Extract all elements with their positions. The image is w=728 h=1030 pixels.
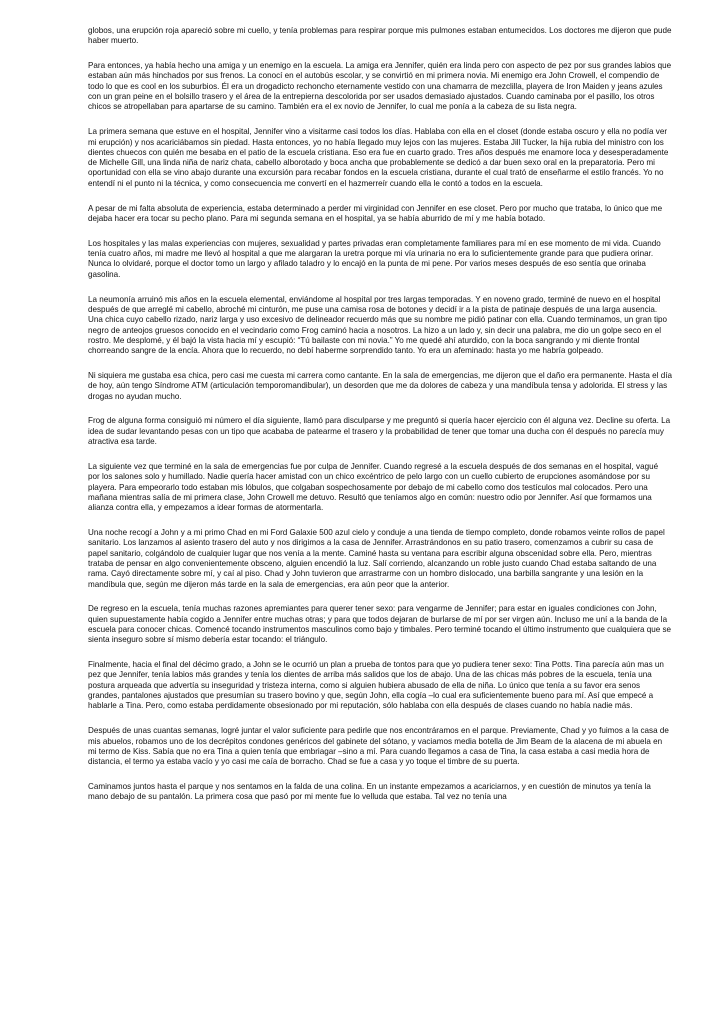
paragraph-7: Ni siquiera me gustaba esa chica, pero casi me cuesta mi carrera como cantante. En la sala de emergencias, me dijeron que el daño era permanente. Hasta el día de hoy, aún tengo Síndrome ATM (articulación temporomandibular), un desorden que me da dolores de cabeza y una mandíbula tensa y adolorida. El stress y las drogas no ayudan mucho. xyxy=(88,370,672,401)
paragraph-11: De regreso en la escuela, tenía muchas razones apremiantes para querer tener sexo: para vengarme de Jennifer; para estar en iguales condiciones con John, quien supuestamente había cogido a Jennifer entre muchas otras; y para que todos dejaran de burlarse de mí por ser virgen aún. Incluso me uní a la banda de la escuela para conocer chicas. Comencé tocando instrumentos masculinos como bajo y timbales. Pero terminé tocando el último instrumento que cualquiera que se sienta inseguro sobre sí mismo debería estar tocando: el triángulo. xyxy=(88,604,672,645)
document-page xyxy=(88,26,672,817)
paragraph-13: Después de unas cuantas semanas, logré juntar el valor suficiente para pedirle que nos encontráramos en el parque. Previamente, Chad y yo fuimos a la casa de mis abuelos, robamos uno de los decrépitos condones genéricos del gabinete del sótano, y vaciamos media botella de Jim Beam de la alacena de mi abuela en mi termo de Kiss. Sabía que no era Tina a quien tenía que embriagar –sino a mí. Para cuando llegamos a casa de Tina, la casa estaba a casi media hora de distancia, el termo ya estaba vacío y yo casi me caía de borracho. Chad se fue a casa y yo toque el timbre de su puerta. xyxy=(88,726,669,767)
paragraph-9: La siguiente vez que terminé en la sala de emergencias fue por culpa de Jennifer. Cuando regresé a la escuela después de dos semanas en el hospital, vagué por los salones solo y humillado. Nadie quería hacer amistad con un chico excéntrico de pelo largo con un cuello cubierto de erupciones asomándose por su playera. Para empeorarlo todo estaban mis lóbulos, que colgaban sospechosamente por debajo de mi cabello como dos testículos mal colocados. Pero una mañana mientras salía de mi primera clase, John Crowell me detuvo. Resultó que teníamos algo en común: nuestro odio por Jennifer. Así que formamos una alianza contra ella, y empezamos a idear formas de atormentarla. xyxy=(88,461,659,513)
paragraph-1: globos, una erupción roja apareció sobre mi cuello, y tenía problemas para respirar porque mis pulmones estaban entumecidos. Los doctores me dijeron que pude haber muerto. xyxy=(88,26,672,46)
paragraph-3: La primera semana que estuve en el hospital, Jennifer vino a visitarme casi todos los días. Hablaba con ella en el closet (donde estaba oscuro y ella no podía ver mi erupción) y nos acariciábamos sin piedad. Hasta entonces, yo no había llegado muy lejos con las mujeres. Estaba Jill Tucker, la hija rubia del ministro con los dientes chuecos con quién me besaba en el patio de la escuela cristiana. Eso era fue en cuarto grado. Tres años después me enamore loca y desesperadamente de Michelle Gill, una linda niña de nariz chata, cabello alborotado y boca ancha que probablemente se dedicó a dar buen sexo oral en la preparatoria. Pero mi oportunidad con ella se vino abajo durante una excursión para recabar fondos en la escuela cristiana, durante el cual trató de enseñarme el estilo francés. Yo no entendí ni el punto ni la técnica, y como consecuencia me convertí en el hazmerreír cuando ella le contó a todos en la escuela. xyxy=(88,127,669,188)
paragraph-10: Una noche recogí a John y a mi primo Chad en mi Ford Galaxie 500 azul cielo y conduje a una tienda de tiempo completo, donde robamos veinte rollos de papel sanitario. Los lanzamos al asiento trasero del auto y nos dirigimos a la casa de Jennifer. Arrastrándonos en su patio trasero, comenzamos a cubrir su casa de papel sanitario, colgándolo de cualquier lugar que nos venía a la mente. Caminé hasta su ventana para escribir alguna obscenidad sobre ella. Pero, mientras trataba de pensar en algo convenientemente obsceno, alguien encendió la luz. Salí corriendo, alcanzando un roble justo cuando Chad estaba saltando de una rama. Cayó directamente sobre mí, y caí al piso. Chad y John tuvieron que arrastrarme con un hombro dislocado, una barbilla sangrante y una lesión en la mandíbula que, según me dijeron más tarde en la sala de emergencias, era aún peor que la anterior. xyxy=(88,528,665,589)
paragraph-4: A pesar de mi falta absoluta de experiencia, estaba determinado a perder mi virginidad con Jennifer en ese closet. Pero por mucho que trataba, lo único que me dejaba hacer era tocar su pecho plano. Para mi segunda semana en el hospital, ya se había aburrido de mí y me había botado. xyxy=(88,203,663,223)
paragraph-12: Finalmente, hacia el final del décimo grado, a John se le ocurrió un plan a prueba de tontos para que yo pudiera tener sexo: Tina Potts. Tina parecía aún mas un pez que Jennifer, tenía labios más grandes y tenía los dientes de arriba más salidos que los de abajo. Una de las chicas más pobres de la escuela, tenía una postura arqueada que advertía su inseguridad y tristeza interna, como si alguien hubiera abusado de ella de niña. Lo único que tenía a su favor era senos grandes, pantalones ajustados que presumían su trasero bovino y que, según John, ella cogía –lo cual era suficientemente bueno para mí. Así que empecé a hablarle a Tina. Pero, como estaba perdidamente obsesionado por mi reputación, sólo hablaba con ella después de clases cuando no había nadie más. xyxy=(88,660,664,711)
paragraph-6: La neumonía arruinó mis años en la escuela elemental, enviándome al hospital por tres largas temporadas. Y en noveno grado, terminé de nuevo en el hospital después de que arreglé mi cabello, abroché mi cinturón, me puse una camisa rosa de botones y decidí ir a la pista de patinaje después de una larga ausencia. Una chica cuyo cabello rizado, nariz larga y uso excesivo de delineador recuerdo más que su nombre me pidió patinar con ella. Cuando terminamos, un gran tipo negro de anteojos gruesos conocido en el vecindario como Frog caminó hacia a nosotros. La hizo a un lado y, sin decir una palabra, me dio un golpe seco en el rostro. Me desplomé, y él bajó la vista hacia mí y escupió: “Tú bailaste con mi novia.” Yo me quedé ahí aturdido, con la boca sangrando y mi diente frontal chorreando sangre de la encía. Ahora que lo recuerdo, no debí haberme sorprendido tanto. Yo era un afeminado: hasta yo me habría golpeado. xyxy=(88,294,668,356)
paragraph-2: Para entonces, ya había hecho una amiga y un enemigo en la escuela. La amiga era Jennifer, quién era linda pero con aspecto de pez por sus grandes labios que estaban aún más hinchados por sus frenos. La conocí en el autobús escolar, y se convirtió en mi primera novia. Mi enemigo era John Crowell, el compendio de todo lo que es cool en los suburbios. Él era un drogadicto rechoncho eternamente vestido con una chamarra de mezclilla, playera de Iron Maiden y jeans azules con un gran peine en el bolsillo trasero y el área de la entrepierna descolorida por ser usados demasiado ajustados. Cuando caminaba por el pasillo, los otros chicos se atropellaban para apartarse de su camino. También era el ex novio de Jennifer, lo cual me ponía a la cabeza de su lista negra. xyxy=(88,61,672,112)
paragraph-14: Caminamos juntos hasta el parque y nos sentamos en la falda de una colina. En un instante empezamos a acariciarnos, y en cuestión de minutos ya tenía la mano debajo de su pantalón. La primera cosa que pasó por mi mente fue lo velluda que estaba. Tal vez no tenía una xyxy=(88,782,651,802)
paragraph-8: Frog de alguna forma consiguió mi número el día siguiente, llamó para disculparse y me preguntó si quería hacer ejercicio con él alguna vez. Decline su oferta. La idea de sudar levantando pesas con un tipo que acababa de patearme el trasero y la probabilidad de tener que tomar una ducha con él después no parecía muy atractiva esa tarde. xyxy=(88,416,671,447)
paragraph-5: Los hospitales y las malas experiencias con mujeres, sexualidad y partes privadas eran completamente familiares para mí en ese momento de mi vida. Cuando tenía cuatro años, mi madre me llevó al hospital a que me alargaran la uretra porque mi vía urinaria no era lo suficientemente grande para que pudiera orinar. Nunca lo olvidaré, porque el doctor tomo un largo y afilado taladro y lo encajó en la punta de mi pene. Por varios meses después de eso sentía que orinaba gasolina. xyxy=(88,238,661,279)
